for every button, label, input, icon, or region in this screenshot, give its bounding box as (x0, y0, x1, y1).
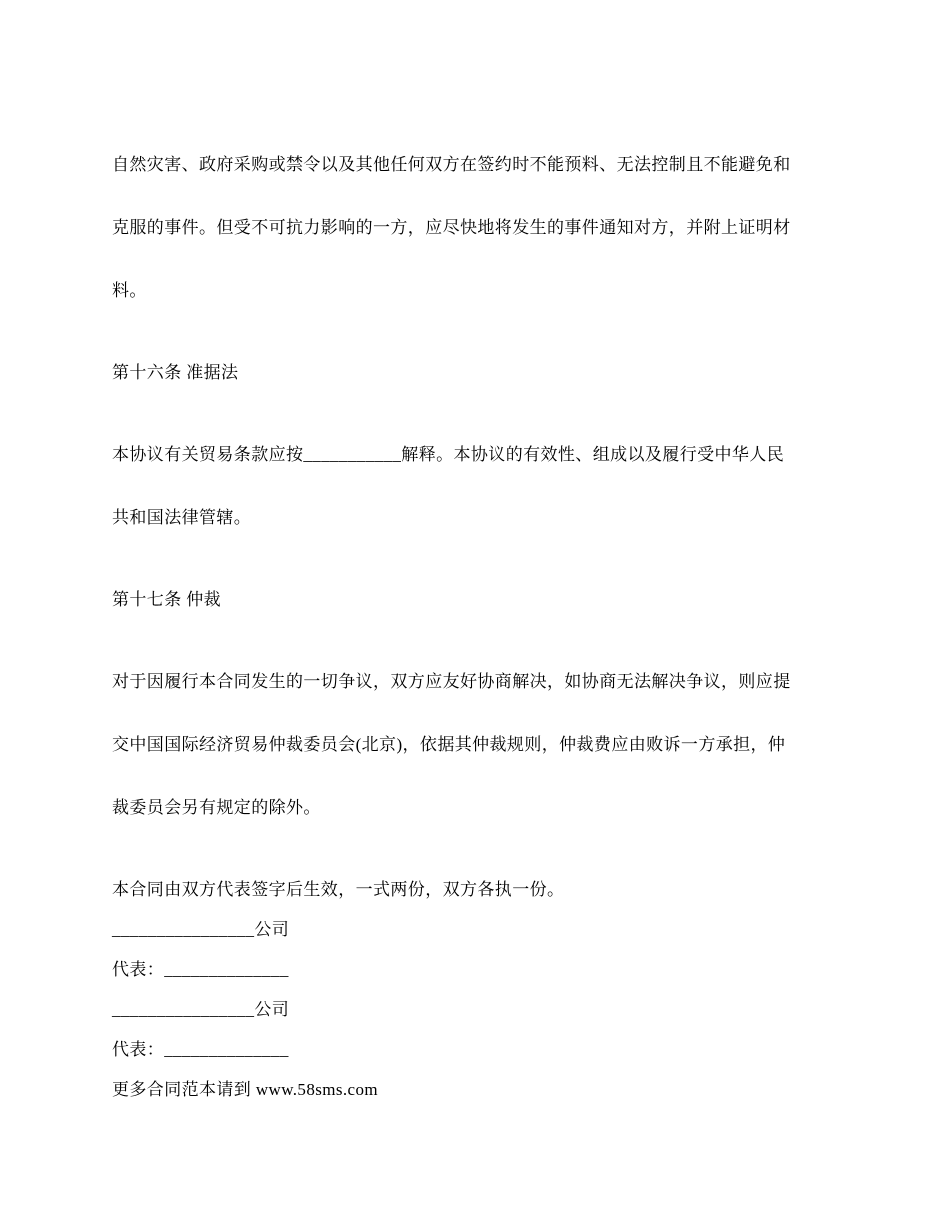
signature-company-1: ________________公司 (112, 920, 290, 939)
paragraph-governing-law (112, 402, 838, 570)
signature-representative-1: 代表：______________ (112, 960, 289, 979)
text-line: 本协议有关贸易条款应按___________解释。本协议的有效性、组成以及履行受中华人民 (112, 445, 785, 464)
text-line: 克服的事件。但受不可抗力影响的一方，应尽快地将发生的事件通知对方，并附上证明材 (112, 218, 791, 237)
article-17-heading: 第十七条 仲裁 (112, 590, 222, 609)
paragraph-effectiveness: 本合同由双方代表签字后生效，一式两份，双方各执一份。 (112, 880, 565, 899)
article-16-heading: 第十六条 准据法 (112, 363, 239, 382)
text-line: 裁委员会另有规定的除外。 (112, 798, 321, 817)
text-line: 料。 (112, 281, 147, 300)
footer-more-templates-link: 更多合同范本请到 www.58sms.com (112, 1080, 378, 1099)
signature-representative-2: 代表：______________ (112, 1040, 289, 1059)
signature-company-2: ________________公司 (112, 1000, 290, 1019)
text-line: 自然灾害、政府采购或禁令以及其他任何双方在签约时不能预料、无法控制且不能避免和 (112, 155, 791, 174)
paragraph-arbitration (112, 629, 838, 860)
paragraph-force-majeure (112, 112, 838, 343)
text-line: 对于因履行本合同发生的一切争议，双方应友好协商解决，如协商无法解决争议，则应提 (112, 672, 791, 691)
text-line: 共和国法律管辖。 (112, 508, 252, 527)
text-line: 交中国国际经济贸易仲裁委员会(北京)，依据其仲裁规则，仲裁费应由败诉一方承担，仲 (112, 735, 786, 754)
